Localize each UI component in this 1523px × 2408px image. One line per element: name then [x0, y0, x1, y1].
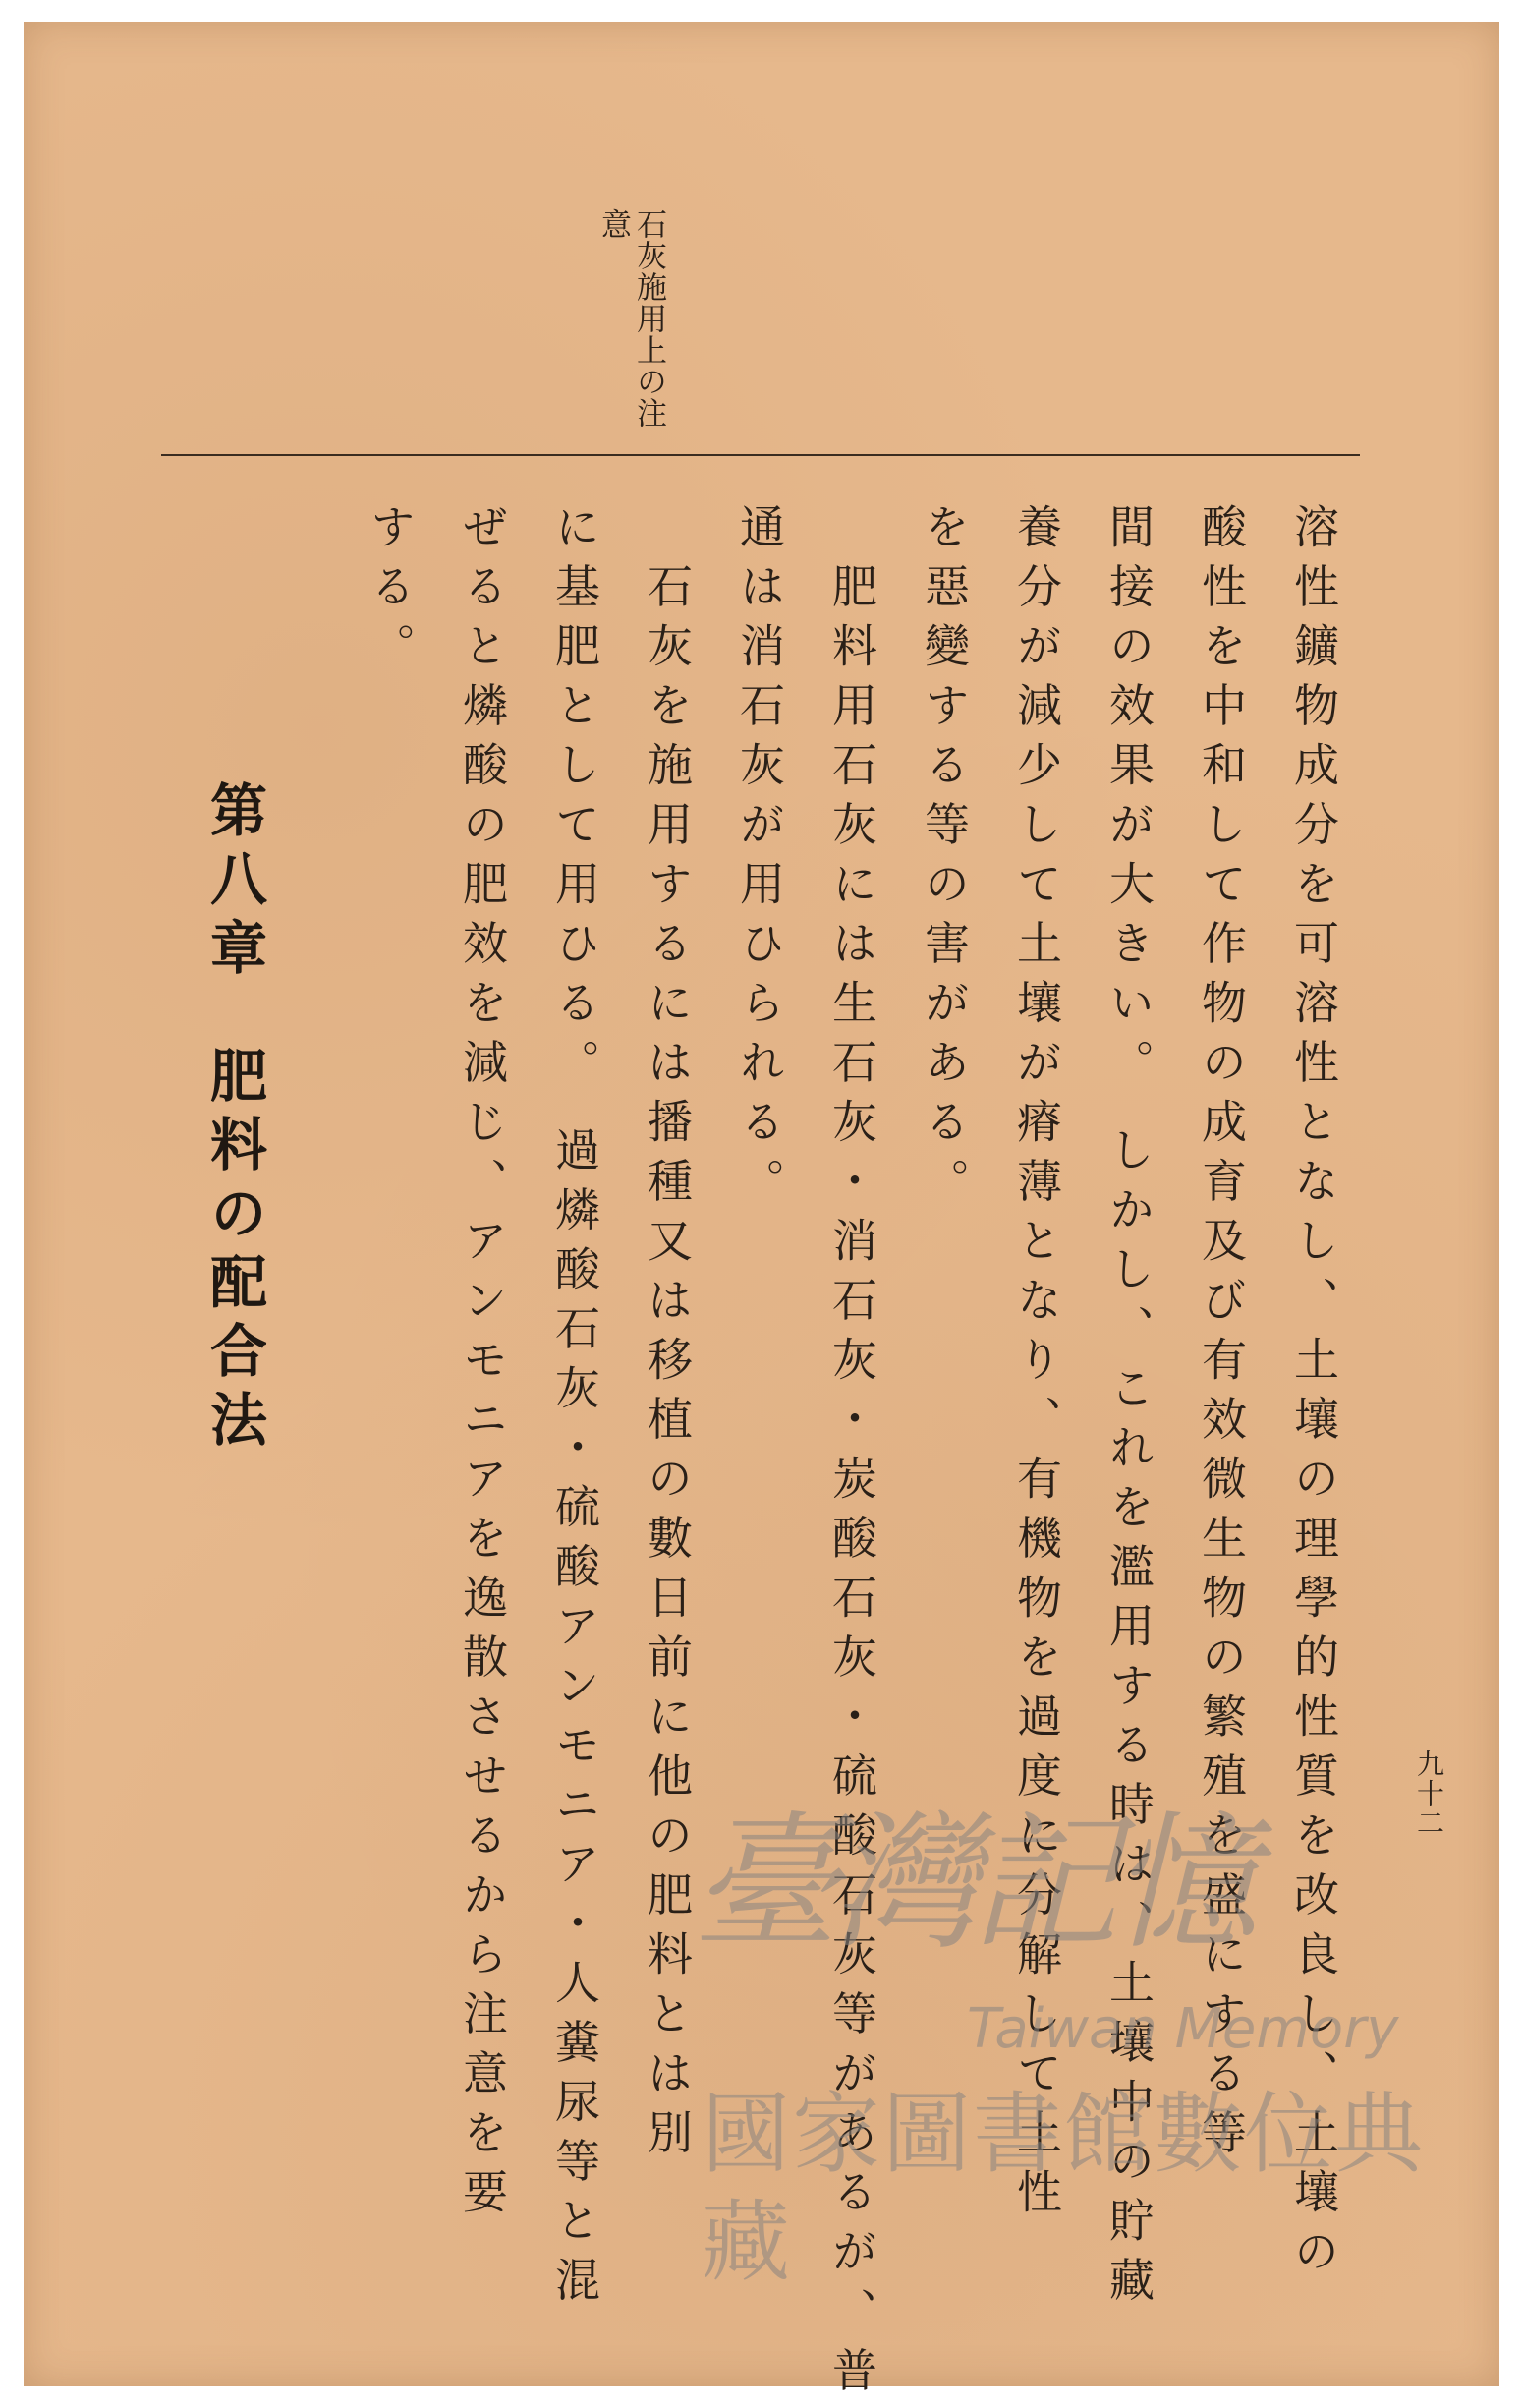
chapter-number: 第八章 — [200, 780, 267, 987]
chapter-heading — [200, 780, 267, 1459]
body-line: 養分が減少して土壤が瘠薄となり、有機物を過度に分解して土性 — [1010, 503, 1063, 2228]
chapter-title: 肥料の配合法 — [200, 1046, 267, 1459]
header-rule — [161, 454, 1360, 456]
body-line: 間接の效果が大きい。 しかし、これを濫用する時は、土壤中の貯藏 — [1102, 503, 1156, 2317]
body-line: に基肥として用ひる。 過燐酸石灰・硫酸アンモニア・人糞尿等と混 — [548, 503, 601, 2317]
page-number: 九十二 — [1413, 1749, 1445, 1838]
book-page — [24, 22, 1499, 2406]
margin-note: 石灰施用上の注意 — [595, 208, 666, 429]
watermark-english: Taiwan Memory — [967, 1997, 1399, 2061]
body-line: する。 — [364, 503, 417, 682]
watermark-logo — [672, 1799, 1438, 2294]
body-line: 通は消石灰が用ひられる。 — [733, 503, 786, 1217]
watermark-script: 臺灣記憶 — [692, 1799, 1251, 1970]
body-line: ぜると燐酸の肥效を減じ、アンモニアを逸散させるから注意を要 — [456, 503, 509, 2228]
body-line: を惡變する等の害がある。 — [918, 503, 971, 1217]
body-line: 溶性鑛物成分を可溶性となし、土壤の理學的性質を改良し、土壤の — [1287, 503, 1340, 2287]
watermark-chinese: 國家圖書館數位典藏 — [702, 2083, 1425, 2294]
body-line: 酸性を中和して作物の成育及び有效微生物の繁殖を盛にする等 — [1195, 503, 1248, 2168]
body-line: 肥料用石灰には生石灰・消石灰・炭酸石灰・硫酸石灰等があるが、普 — [825, 503, 878, 2406]
body-line: 石灰を施用するには播種又は移植の數日前に他の肥料とは別 — [641, 503, 694, 2168]
